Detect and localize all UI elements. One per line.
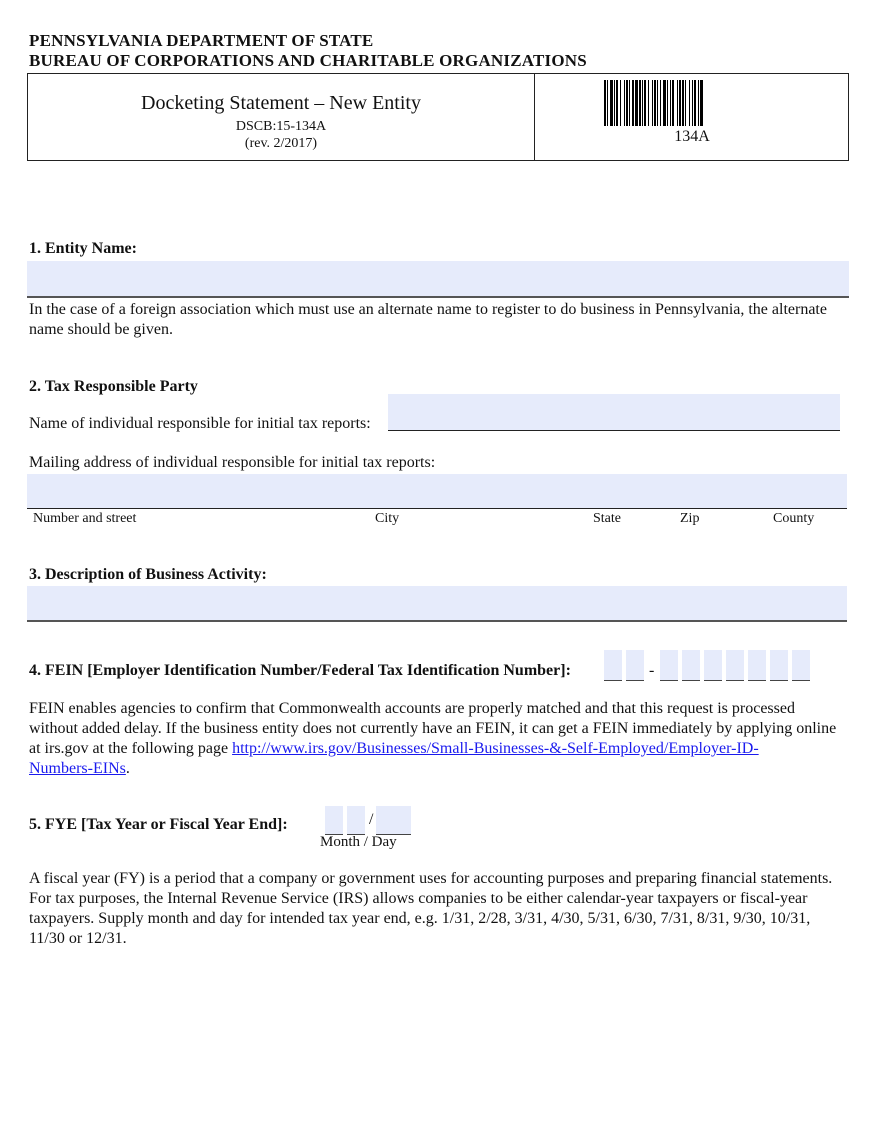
form-revision: (rev. 2/2017) bbox=[244, 136, 318, 151]
form-title: Docketing Statement – New Entity bbox=[141, 92, 421, 114]
irs-ein-link-text-2: Numbers-EINs bbox=[29, 760, 126, 777]
title-box bbox=[27, 73, 849, 161]
caption-county: County bbox=[773, 511, 815, 526]
bureau-heading: BUREAU OF CORPORATIONS AND CHARITABLE ORGANIZATIONS bbox=[29, 51, 587, 70]
box-divider bbox=[534, 74, 535, 160]
fiscal-year-explanation: A fiscal year (FY) is a period that a company or government uses for accounting purposes and preparing financial statements. For tax purposes, the Internal Revenue Service (IRS) allows companies to be either calendar-year taxpayers or fiscal-year taxpayers. Supply month and day for intended tax year end, e.g. 1/31, 2/28, 3/31, 4/30, 5/31, 6/30, 7/31, 8/31, 9/30, 10/31, 11/30 or 12/31. bbox=[29, 870, 833, 947]
fye-day-digit-2[interactable] bbox=[393, 806, 411, 835]
fein-digit-7[interactable] bbox=[748, 650, 766, 681]
form-number: DSCB:15-134A bbox=[235, 119, 327, 134]
fye-month-digit-1[interactable] bbox=[325, 806, 343, 835]
caption-state: State bbox=[593, 511, 621, 526]
fein-digit-4[interactable] bbox=[682, 650, 700, 681]
alternate-name-note: In the case of a foreign association which must use an alternate name to register to do business in Pennsylvania, the alternate name should be given. bbox=[29, 301, 827, 338]
fein-digit-3[interactable] bbox=[660, 650, 678, 681]
fye-slash: / bbox=[369, 811, 374, 828]
fein-digit-2[interactable] bbox=[626, 650, 644, 681]
fein-dash: - bbox=[649, 662, 655, 679]
caption-zip: Zip bbox=[680, 511, 700, 526]
mailing-address-prompt: Mailing address of individual responsible for initial tax reports: bbox=[29, 454, 436, 471]
section-3-heading: 3. Description of Business Activity: bbox=[29, 566, 267, 583]
irs-ein-link-text-1: http://www.irs.gov/Businesses/Small-Businesses-&-Self-Employed/Employer-ID- bbox=[232, 740, 759, 757]
entity-name-field[interactable] bbox=[27, 261, 849, 298]
barcode-image bbox=[604, 80, 794, 126]
fein-explanation-end: . bbox=[125, 760, 130, 777]
caption-city: City bbox=[375, 511, 400, 526]
tax-party-name-prompt: Name of individual responsible for initial tax reports: bbox=[29, 415, 371, 432]
department-heading: PENNSYLVANIA DEPARTMENT OF STATE bbox=[29, 31, 374, 50]
fein-digit-9[interactable] bbox=[792, 650, 810, 681]
form-code: 134A bbox=[674, 128, 710, 145]
fye-month-digit-2[interactable] bbox=[347, 806, 365, 835]
section-4-heading: 4. FEIN [Employer Identification Number/Federal Tax Identification Number]: bbox=[29, 662, 571, 679]
section-5-heading: 5. FYE [Tax Year or Fiscal Year End]: bbox=[29, 816, 288, 833]
fein-explanation-text: FEIN enables agencies to confirm that Commonwealth accounts are properly matched and that this request is processed without added delay. If the business entity does not currently have an FEIN, it can get a FEIN immediately by applying online at irs.gov at the following page bbox=[29, 700, 837, 757]
fein-explanation bbox=[29, 699, 844, 779]
fein-digit-5[interactable] bbox=[704, 650, 722, 681]
caption-street: Number and street bbox=[33, 511, 137, 526]
section-2-heading: 2. Tax Responsible Party bbox=[29, 378, 198, 395]
fein-digit-6[interactable] bbox=[726, 650, 744, 681]
fye-day-digit-1[interactable] bbox=[376, 806, 394, 835]
fein-digit-1[interactable] bbox=[604, 650, 622, 681]
mailing-address-field[interactable] bbox=[27, 474, 847, 509]
section-1-heading: 1. Entity Name: bbox=[29, 240, 137, 257]
tax-party-name-field[interactable] bbox=[388, 394, 840, 431]
business-activity-field[interactable] bbox=[27, 586, 847, 622]
fein-digit-8[interactable] bbox=[770, 650, 788, 681]
fye-caption: Month / Day bbox=[320, 834, 397, 850]
